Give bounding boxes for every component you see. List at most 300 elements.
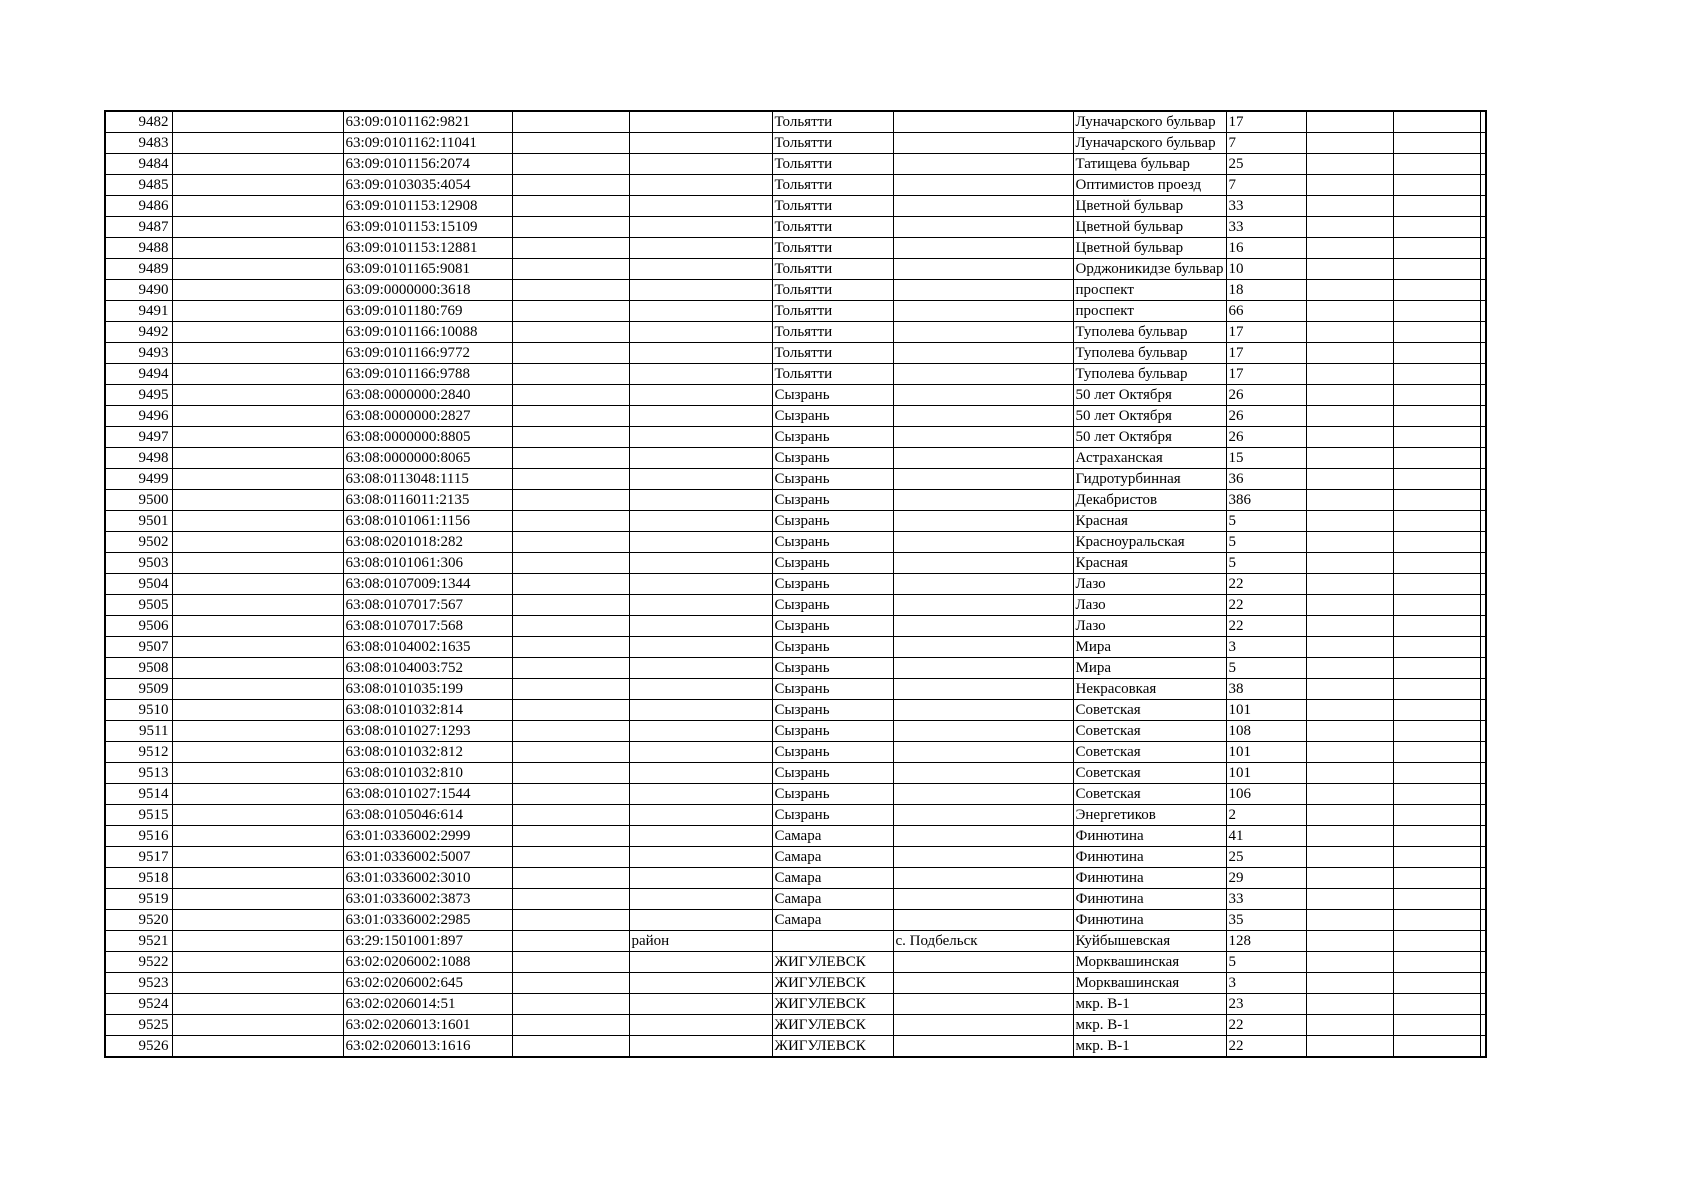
cell-empty-2 bbox=[512, 511, 629, 532]
cell-street: Советская bbox=[1073, 700, 1226, 721]
cell-street: Астраханская bbox=[1073, 448, 1226, 469]
cell-district bbox=[629, 574, 772, 595]
cell-empty-5 bbox=[1480, 553, 1486, 574]
cell-empty-2 bbox=[512, 1015, 629, 1036]
cell-empty-3 bbox=[1306, 111, 1393, 133]
cell-street: Советская bbox=[1073, 763, 1226, 784]
cell-settlement bbox=[893, 322, 1073, 343]
cell-street: Декабристов bbox=[1073, 490, 1226, 511]
table-row bbox=[105, 700, 1486, 721]
cell-empty-3 bbox=[1306, 406, 1393, 427]
cell-row-number: 9485 bbox=[105, 175, 172, 196]
cell-row-number: 9497 bbox=[105, 427, 172, 448]
cell-empty-1 bbox=[172, 111, 343, 133]
cell-empty-1 bbox=[172, 847, 343, 868]
cell-empty-1 bbox=[172, 238, 343, 259]
cell-cadastral-number: 63:08:0105046:614 bbox=[343, 805, 512, 826]
table-row bbox=[105, 469, 1486, 490]
cell-street: Морквашинская bbox=[1073, 973, 1226, 994]
cell-district bbox=[629, 364, 772, 385]
cell-city: Тольятти bbox=[772, 133, 893, 154]
cell-city: Сызрань bbox=[772, 784, 893, 805]
cell-street: Лазо bbox=[1073, 574, 1226, 595]
cell-empty-1 bbox=[172, 196, 343, 217]
cell-empty-4 bbox=[1393, 511, 1480, 532]
cell-empty-2 bbox=[512, 616, 629, 637]
table-row bbox=[105, 868, 1486, 889]
cell-empty-2 bbox=[512, 952, 629, 973]
cell-row-number: 9516 bbox=[105, 826, 172, 847]
cell-empty-4 bbox=[1393, 931, 1480, 952]
cell-district bbox=[629, 826, 772, 847]
cell-empty-3 bbox=[1306, 805, 1393, 826]
cell-district bbox=[629, 259, 772, 280]
cell-empty-1 bbox=[172, 322, 343, 343]
cell-settlement bbox=[893, 763, 1073, 784]
cell-settlement bbox=[893, 868, 1073, 889]
cell-house: 101 bbox=[1226, 763, 1306, 784]
cell-street: проспект bbox=[1073, 301, 1226, 322]
cell-empty-2 bbox=[512, 595, 629, 616]
cell-street: Цветной бульвар bbox=[1073, 196, 1226, 217]
cell-empty-4 bbox=[1393, 868, 1480, 889]
cell-settlement bbox=[893, 742, 1073, 763]
cell-cadastral-number: 63:29:1501001:897 bbox=[343, 931, 512, 952]
cell-empty-3 bbox=[1306, 1015, 1393, 1036]
cell-house: 41 bbox=[1226, 826, 1306, 847]
cell-house: 3 bbox=[1226, 973, 1306, 994]
cell-settlement bbox=[893, 658, 1073, 679]
cell-district bbox=[629, 154, 772, 175]
cell-empty-5 bbox=[1480, 364, 1486, 385]
cell-street: Туполева бульвар bbox=[1073, 343, 1226, 364]
cell-street: Лазо bbox=[1073, 595, 1226, 616]
cell-empty-4 bbox=[1393, 574, 1480, 595]
cell-cadastral-number: 63:02:0206013:1616 bbox=[343, 1036, 512, 1058]
table-row bbox=[105, 532, 1486, 553]
cell-cadastral-number: 63:09:0000000:3618 bbox=[343, 280, 512, 301]
cell-district bbox=[629, 1015, 772, 1036]
cell-row-number: 9515 bbox=[105, 805, 172, 826]
cell-cadastral-number: 63:08:0101061:1156 bbox=[343, 511, 512, 532]
table-row bbox=[105, 448, 1486, 469]
cell-house: 22 bbox=[1226, 616, 1306, 637]
cell-empty-5 bbox=[1480, 490, 1486, 511]
cell-cadastral-number: 63:09:0101166:9788 bbox=[343, 364, 512, 385]
cell-district bbox=[629, 427, 772, 448]
cell-empty-4 bbox=[1393, 280, 1480, 301]
cell-empty-1 bbox=[172, 805, 343, 826]
cell-row-number: 9509 bbox=[105, 679, 172, 700]
cell-empty-3 bbox=[1306, 280, 1393, 301]
cell-empty-2 bbox=[512, 343, 629, 364]
cell-empty-1 bbox=[172, 217, 343, 238]
cell-empty-4 bbox=[1393, 175, 1480, 196]
cell-settlement bbox=[893, 490, 1073, 511]
cell-district bbox=[629, 553, 772, 574]
cell-house: 22 bbox=[1226, 574, 1306, 595]
cell-street: Энергетиков bbox=[1073, 805, 1226, 826]
cell-empty-4 bbox=[1393, 238, 1480, 259]
cell-settlement bbox=[893, 175, 1073, 196]
cell-row-number: 9512 bbox=[105, 742, 172, 763]
cell-street: Цветной бульвар bbox=[1073, 238, 1226, 259]
cell-city: Самара bbox=[772, 889, 893, 910]
cell-street: Луначарского бульвар bbox=[1073, 111, 1226, 133]
cell-empty-1 bbox=[172, 973, 343, 994]
cell-district bbox=[629, 973, 772, 994]
cell-street: 50 лет Октября bbox=[1073, 385, 1226, 406]
cell-empty-1 bbox=[172, 364, 343, 385]
cell-house: 36 bbox=[1226, 469, 1306, 490]
cell-settlement bbox=[893, 364, 1073, 385]
cell-street: Советская bbox=[1073, 742, 1226, 763]
cell-empty-1 bbox=[172, 133, 343, 154]
cell-empty-5 bbox=[1480, 133, 1486, 154]
cell-row-number: 9513 bbox=[105, 763, 172, 784]
cell-empty-1 bbox=[172, 679, 343, 700]
cell-cadastral-number: 63:02:0206002:645 bbox=[343, 973, 512, 994]
cell-house: 25 bbox=[1226, 154, 1306, 175]
cell-empty-2 bbox=[512, 784, 629, 805]
cell-city: Сызрань bbox=[772, 742, 893, 763]
cell-row-number: 9501 bbox=[105, 511, 172, 532]
cell-row-number: 9504 bbox=[105, 574, 172, 595]
cell-city: Сызрань bbox=[772, 532, 893, 553]
cell-house: 66 bbox=[1226, 301, 1306, 322]
table-row bbox=[105, 154, 1486, 175]
cell-cadastral-number: 63:02:0206002:1088 bbox=[343, 952, 512, 973]
table-row bbox=[105, 1015, 1486, 1036]
cell-city: Тольятти bbox=[772, 259, 893, 280]
cell-cadastral-number: 63:08:0101032:810 bbox=[343, 763, 512, 784]
cell-empty-5 bbox=[1480, 826, 1486, 847]
cell-empty-5 bbox=[1480, 448, 1486, 469]
cell-city: ЖИГУЛЕВСК bbox=[772, 952, 893, 973]
cell-empty-4 bbox=[1393, 154, 1480, 175]
cell-empty-1 bbox=[172, 175, 343, 196]
table-row bbox=[105, 742, 1486, 763]
cell-city: Сызрань bbox=[772, 406, 893, 427]
cell-empty-4 bbox=[1393, 1015, 1480, 1036]
cell-empty-1 bbox=[172, 931, 343, 952]
cell-city: Сызрань bbox=[772, 385, 893, 406]
cell-house: 35 bbox=[1226, 910, 1306, 931]
table-row bbox=[105, 1036, 1486, 1058]
cell-district bbox=[629, 111, 772, 133]
cell-house: 386 bbox=[1226, 490, 1306, 511]
cell-row-number: 9491 bbox=[105, 301, 172, 322]
cell-empty-3 bbox=[1306, 196, 1393, 217]
cell-street: Мира bbox=[1073, 637, 1226, 658]
cell-empty-1 bbox=[172, 658, 343, 679]
cell-empty-3 bbox=[1306, 175, 1393, 196]
cell-empty-5 bbox=[1480, 322, 1486, 343]
cell-empty-5 bbox=[1480, 217, 1486, 238]
cell-empty-3 bbox=[1306, 721, 1393, 742]
cell-empty-4 bbox=[1393, 784, 1480, 805]
cell-city: Тольятти bbox=[772, 301, 893, 322]
cell-empty-5 bbox=[1480, 154, 1486, 175]
cell-row-number: 9502 bbox=[105, 532, 172, 553]
cell-row-number: 9495 bbox=[105, 385, 172, 406]
cell-house: 2 bbox=[1226, 805, 1306, 826]
cell-row-number: 9520 bbox=[105, 910, 172, 931]
cell-street: Финютина bbox=[1073, 826, 1226, 847]
cell-city: Тольятти bbox=[772, 322, 893, 343]
cell-empty-3 bbox=[1306, 301, 1393, 322]
cell-street: Туполева бульвар bbox=[1073, 364, 1226, 385]
cell-empty-5 bbox=[1480, 721, 1486, 742]
cell-street: Морквашинская bbox=[1073, 952, 1226, 973]
table-row bbox=[105, 637, 1486, 658]
table-row bbox=[105, 679, 1486, 700]
cell-empty-2 bbox=[512, 1036, 629, 1058]
cell-settlement bbox=[893, 532, 1073, 553]
table-row bbox=[105, 196, 1486, 217]
cell-empty-4 bbox=[1393, 364, 1480, 385]
cell-settlement bbox=[893, 238, 1073, 259]
cell-cadastral-number: 63:08:0107017:567 bbox=[343, 595, 512, 616]
cell-city: ЖИГУЛЕВСК bbox=[772, 1036, 893, 1058]
cell-empty-1 bbox=[172, 553, 343, 574]
cell-cadastral-number: 63:01:0336002:2999 bbox=[343, 826, 512, 847]
cell-district bbox=[629, 322, 772, 343]
cell-cadastral-number: 63:08:0101032:812 bbox=[343, 742, 512, 763]
cell-house: 29 bbox=[1226, 868, 1306, 889]
cell-cadastral-number: 63:02:0206013:1601 bbox=[343, 1015, 512, 1036]
cell-empty-2 bbox=[512, 931, 629, 952]
cell-district bbox=[629, 196, 772, 217]
cell-street: 50 лет Октября bbox=[1073, 406, 1226, 427]
cell-city: Сызрань bbox=[772, 427, 893, 448]
cell-empty-5 bbox=[1480, 994, 1486, 1015]
cell-settlement bbox=[893, 343, 1073, 364]
cell-street: Туполева бульвар bbox=[1073, 322, 1226, 343]
table-row bbox=[105, 427, 1486, 448]
cell-house: 26 bbox=[1226, 406, 1306, 427]
cell-cadastral-number: 63:08:0116011:2135 bbox=[343, 490, 512, 511]
cell-city: Тольятти bbox=[772, 175, 893, 196]
cell-empty-3 bbox=[1306, 364, 1393, 385]
cell-empty-3 bbox=[1306, 322, 1393, 343]
cell-house: 17 bbox=[1226, 111, 1306, 133]
cell-settlement bbox=[893, 217, 1073, 238]
cell-street: Лазо bbox=[1073, 616, 1226, 637]
cell-cadastral-number: 63:09:0101153:15109 bbox=[343, 217, 512, 238]
cell-cadastral-number: 63:01:0336002:5007 bbox=[343, 847, 512, 868]
table-row bbox=[105, 364, 1486, 385]
cell-row-number: 9508 bbox=[105, 658, 172, 679]
cell-empty-5 bbox=[1480, 595, 1486, 616]
cell-district bbox=[629, 700, 772, 721]
cell-street: Финютина bbox=[1073, 889, 1226, 910]
cell-cadastral-number: 63:09:0101153:12881 bbox=[343, 238, 512, 259]
cell-street: Финютина bbox=[1073, 910, 1226, 931]
cell-house: 26 bbox=[1226, 427, 1306, 448]
cell-empty-4 bbox=[1393, 805, 1480, 826]
cell-house: 23 bbox=[1226, 994, 1306, 1015]
cell-settlement bbox=[893, 826, 1073, 847]
cell-empty-2 bbox=[512, 805, 629, 826]
cell-house: 108 bbox=[1226, 721, 1306, 742]
cell-empty-2 bbox=[512, 847, 629, 868]
cell-house: 38 bbox=[1226, 679, 1306, 700]
cell-cadastral-number: 63:09:0101166:9772 bbox=[343, 343, 512, 364]
cell-empty-5 bbox=[1480, 1036, 1486, 1058]
cell-row-number: 9514 bbox=[105, 784, 172, 805]
cell-city: Сызрань bbox=[772, 553, 893, 574]
cell-empty-5 bbox=[1480, 889, 1486, 910]
cell-empty-3 bbox=[1306, 784, 1393, 805]
table-row bbox=[105, 805, 1486, 826]
cell-cadastral-number: 63:09:0101180:769 bbox=[343, 301, 512, 322]
cell-empty-4 bbox=[1393, 301, 1480, 322]
table-row bbox=[105, 994, 1486, 1015]
cell-empty-5 bbox=[1480, 259, 1486, 280]
cell-district bbox=[629, 763, 772, 784]
cell-house: 5 bbox=[1226, 952, 1306, 973]
cell-empty-1 bbox=[172, 637, 343, 658]
cell-empty-5 bbox=[1480, 385, 1486, 406]
cell-district bbox=[629, 616, 772, 637]
cell-empty-5 bbox=[1480, 868, 1486, 889]
cell-row-number: 9521 bbox=[105, 931, 172, 952]
cell-empty-1 bbox=[172, 259, 343, 280]
cell-empty-2 bbox=[512, 490, 629, 511]
table-row bbox=[105, 322, 1486, 343]
cell-house: 33 bbox=[1226, 217, 1306, 238]
table-row bbox=[105, 931, 1486, 952]
cell-empty-1 bbox=[172, 595, 343, 616]
cell-empty-4 bbox=[1393, 826, 1480, 847]
table-row bbox=[105, 385, 1486, 406]
cell-empty-1 bbox=[172, 910, 343, 931]
cell-empty-2 bbox=[512, 238, 629, 259]
cell-empty-1 bbox=[172, 721, 343, 742]
cell-district bbox=[629, 511, 772, 532]
cell-city: Тольятти bbox=[772, 111, 893, 133]
cell-empty-5 bbox=[1480, 679, 1486, 700]
table-row bbox=[105, 721, 1486, 742]
table-row bbox=[105, 658, 1486, 679]
cell-settlement: с. Подбельск bbox=[893, 931, 1073, 952]
cell-row-number: 9510 bbox=[105, 700, 172, 721]
cell-district bbox=[629, 742, 772, 763]
cell-house: 17 bbox=[1226, 322, 1306, 343]
cell-cadastral-number: 63:02:0206014:51 bbox=[343, 994, 512, 1015]
cell-district bbox=[629, 217, 772, 238]
cell-empty-3 bbox=[1306, 385, 1393, 406]
cell-house: 15 bbox=[1226, 448, 1306, 469]
cell-empty-2 bbox=[512, 385, 629, 406]
cell-street: Мира bbox=[1073, 658, 1226, 679]
table-row bbox=[105, 217, 1486, 238]
cell-empty-3 bbox=[1306, 154, 1393, 175]
cell-district bbox=[629, 994, 772, 1015]
cell-settlement bbox=[893, 952, 1073, 973]
cell-empty-3 bbox=[1306, 217, 1393, 238]
cell-house: 22 bbox=[1226, 1015, 1306, 1036]
cell-empty-5 bbox=[1480, 616, 1486, 637]
cell-settlement bbox=[893, 910, 1073, 931]
cell-empty-2 bbox=[512, 280, 629, 301]
cell-city: Сызрань bbox=[772, 763, 893, 784]
cell-empty-1 bbox=[172, 469, 343, 490]
cell-district bbox=[629, 889, 772, 910]
cell-empty-1 bbox=[172, 574, 343, 595]
cell-empty-5 bbox=[1480, 301, 1486, 322]
cell-street: мкр. В-1 bbox=[1073, 994, 1226, 1015]
cell-street: Советская bbox=[1073, 784, 1226, 805]
cell-district bbox=[629, 1036, 772, 1058]
cell-cadastral-number: 63:08:0104003:752 bbox=[343, 658, 512, 679]
cell-empty-3 bbox=[1306, 595, 1393, 616]
cell-empty-3 bbox=[1306, 679, 1393, 700]
cell-row-number: 9494 bbox=[105, 364, 172, 385]
cell-district bbox=[629, 238, 772, 259]
cell-house: 17 bbox=[1226, 364, 1306, 385]
cell-empty-2 bbox=[512, 196, 629, 217]
cell-street: Орджоникидзе бульвар bbox=[1073, 259, 1226, 280]
cell-row-number: 9490 bbox=[105, 280, 172, 301]
cell-empty-4 bbox=[1393, 658, 1480, 679]
cell-empty-4 bbox=[1393, 259, 1480, 280]
cell-settlement bbox=[893, 847, 1073, 868]
cell-house: 128 bbox=[1226, 931, 1306, 952]
cell-row-number: 9486 bbox=[105, 196, 172, 217]
cell-empty-2 bbox=[512, 448, 629, 469]
cell-cadastral-number: 63:08:0101032:814 bbox=[343, 700, 512, 721]
cell-empty-2 bbox=[512, 154, 629, 175]
cell-settlement bbox=[893, 259, 1073, 280]
cell-empty-4 bbox=[1393, 847, 1480, 868]
cell-empty-3 bbox=[1306, 532, 1393, 553]
cell-empty-5 bbox=[1480, 952, 1486, 973]
table-row bbox=[105, 175, 1486, 196]
cell-street: Оптимистов проезд bbox=[1073, 175, 1226, 196]
cell-empty-5 bbox=[1480, 637, 1486, 658]
table-row bbox=[105, 111, 1486, 133]
cell-district bbox=[629, 721, 772, 742]
cell-empty-4 bbox=[1393, 448, 1480, 469]
cell-empty-2 bbox=[512, 322, 629, 343]
cell-empty-4 bbox=[1393, 490, 1480, 511]
cell-settlement bbox=[893, 469, 1073, 490]
cell-house: 106 bbox=[1226, 784, 1306, 805]
cell-empty-4 bbox=[1393, 994, 1480, 1015]
cell-district bbox=[629, 910, 772, 931]
cell-empty-1 bbox=[172, 406, 343, 427]
cell-empty-4 bbox=[1393, 1036, 1480, 1058]
cell-empty-5 bbox=[1480, 511, 1486, 532]
cell-street: Татищева бульвар bbox=[1073, 154, 1226, 175]
cell-empty-5 bbox=[1480, 742, 1486, 763]
cell-row-number: 9526 bbox=[105, 1036, 172, 1058]
cell-empty-3 bbox=[1306, 847, 1393, 868]
cell-district bbox=[629, 532, 772, 553]
cell-settlement bbox=[893, 511, 1073, 532]
cell-cadastral-number: 63:08:0000000:8805 bbox=[343, 427, 512, 448]
cell-city: Сызрань bbox=[772, 595, 893, 616]
cell-empty-1 bbox=[172, 490, 343, 511]
cell-empty-4 bbox=[1393, 217, 1480, 238]
cell-empty-5 bbox=[1480, 658, 1486, 679]
cell-row-number: 9517 bbox=[105, 847, 172, 868]
cell-city: ЖИГУЛЕВСК bbox=[772, 994, 893, 1015]
cell-empty-5 bbox=[1480, 280, 1486, 301]
cell-empty-5 bbox=[1480, 574, 1486, 595]
